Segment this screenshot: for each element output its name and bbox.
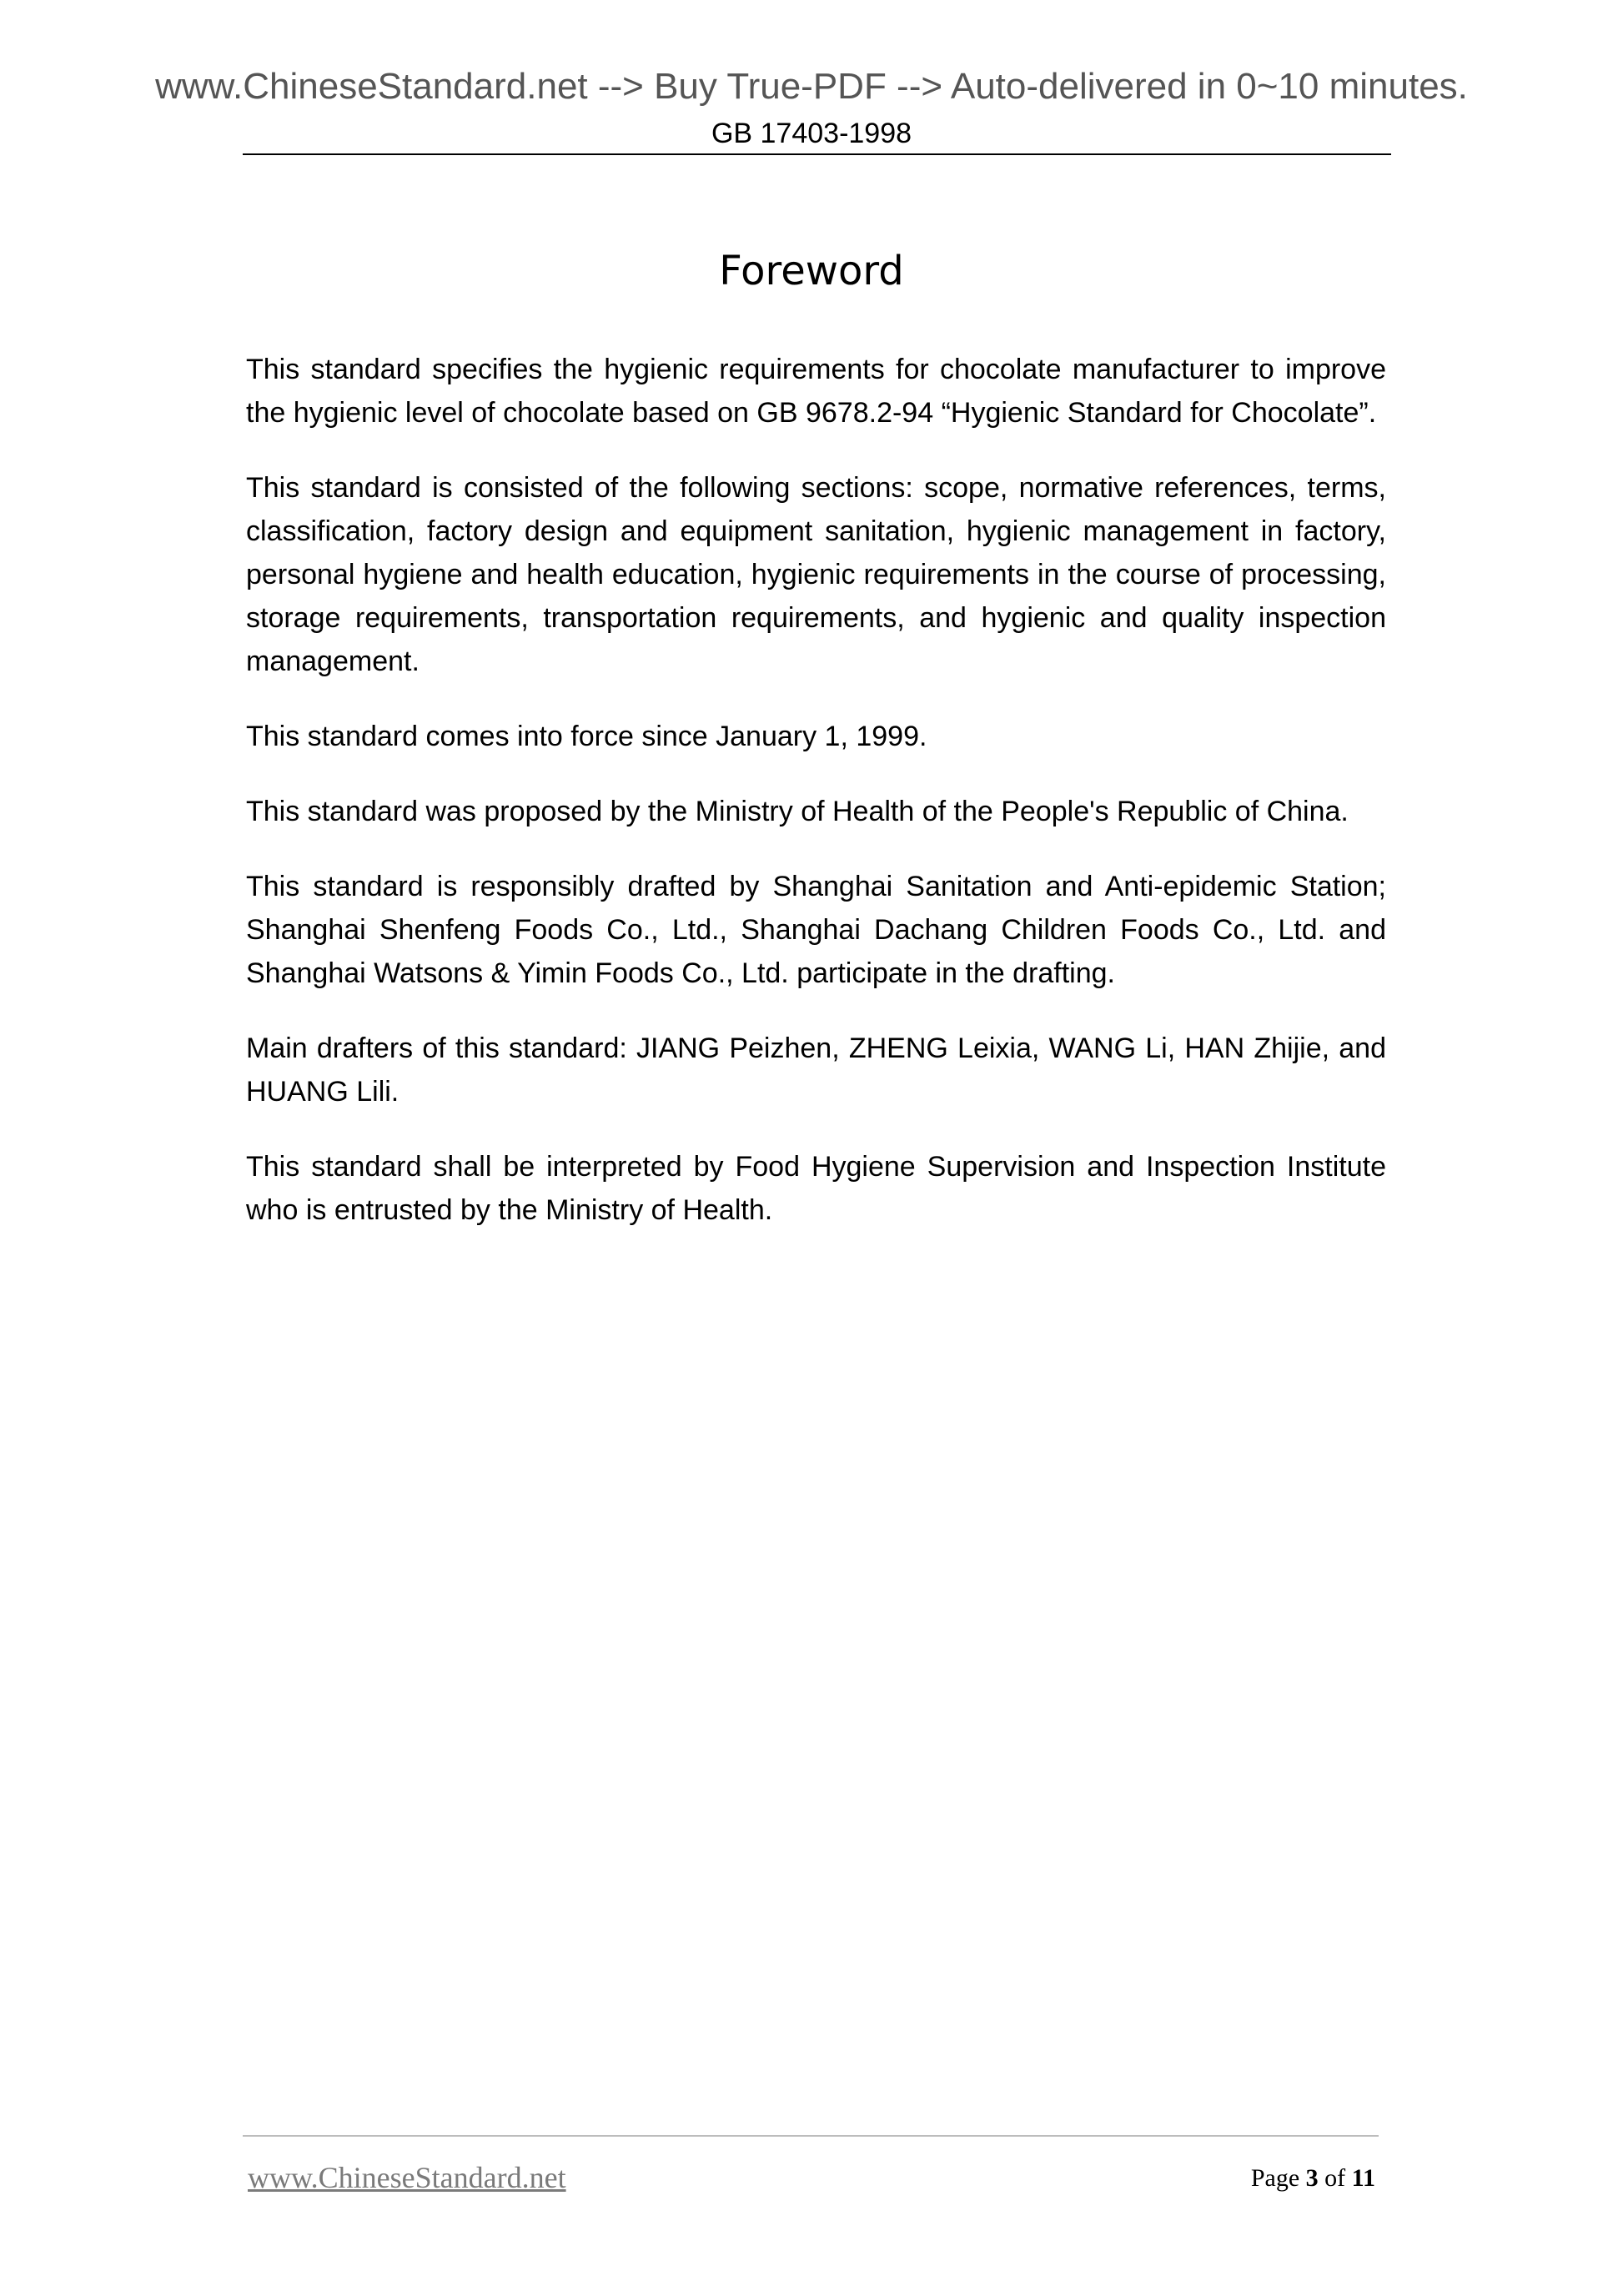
paragraph-drafting-units: This standard is responsibly drafted by Shanghai Sanitation and Anti-epidemic Station; Shanghai Shenfeng Foods Co., Ltd., Shanghai Dachang Children Foods Co., Ltd. and Shanghai Watsons & Yimin Foods Co., Ltd. participate in the drafting. [246, 871, 1386, 989]
page-title: Foreword [719, 248, 904, 294]
footer-website-link[interactable]: www.ChineseStandard.net [248, 2161, 566, 2194]
header-divider [243, 153, 1391, 155]
page-number [1251, 2162, 1375, 2195]
header-banner: www.ChineseStandard.net --> Buy True-PDF --> Auto-delivered in 0~10 minutes. [155, 66, 1468, 107]
page-total: 11 [1351, 2164, 1375, 2192]
paragraph-drafters: Main drafters of this standard: JIANG Peizhen, ZHENG Leixia, WANG Li, HAN Zhijie, and HUANG Lili. [246, 1032, 1386, 1108]
paragraph-sections: This standard is consisted of the following sections: scope, normative references, terms, classification, factory design and equipment sanitation, hygienic management in factory, personal hygiene and health education, hygienic requirements in the course of processing, storage requirements, transportation requirements, and hygienic and quality inspection management. [246, 472, 1386, 677]
paragraph-scope-basis: This standard specifies the hygienic requirements for chocolate manufacturer to improve the hygienic level of chocolate based on GB 9678.2-94 “Hygienic Standard for Chocolate”. [246, 354, 1386, 429]
standard-code: GB 17403-1998 [711, 118, 912, 149]
page-of: of [1324, 2164, 1346, 2192]
paragraph-effective-date: This standard comes into force since January 1, 1999. [246, 721, 927, 752]
page-current: 3 [1305, 2164, 1319, 2192]
footer-divider [243, 2135, 1379, 2137]
paragraph-interpretation: This standard shall be interpreted by Food Hygiene Supervision and Inspection Institute who is entrusted by the Ministry of Health. [246, 1151, 1386, 1226]
paragraph-proposer: This standard was proposed by the Ministry of Health of the People's Republic of China. [246, 796, 1349, 827]
document-body [246, 348, 1386, 1264]
page-label: Page [1250, 2164, 1300, 2192]
